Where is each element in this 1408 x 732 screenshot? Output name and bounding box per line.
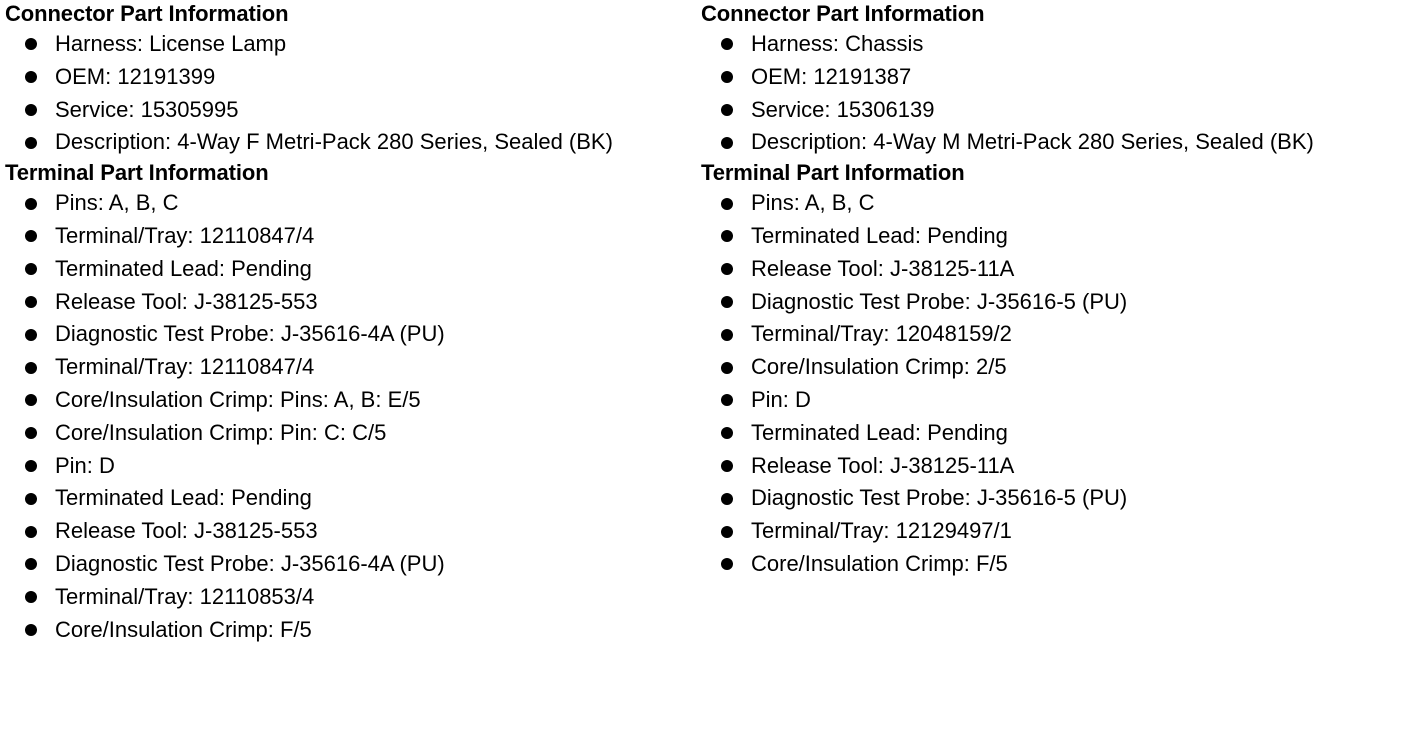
bullet-icon	[721, 263, 733, 275]
list-item	[5, 220, 701, 253]
bullet-icon	[721, 71, 733, 83]
list-item	[701, 351, 1397, 384]
list-item	[701, 318, 1397, 351]
bullet-icon	[721, 198, 733, 210]
list-item	[701, 126, 1397, 159]
bullet-icon	[721, 526, 733, 538]
bullet-icon	[25, 362, 37, 374]
connector-part-heading: Connector Part Information	[5, 1, 289, 26]
list-item	[701, 286, 1397, 319]
list-item	[701, 515, 1397, 548]
bullet-icon	[721, 493, 733, 505]
list-item	[5, 581, 701, 614]
list-item-text: Terminated Lead: Pending	[55, 485, 312, 511]
list-item	[701, 384, 1397, 417]
list-item	[5, 187, 701, 220]
bullet-icon	[25, 624, 37, 636]
connector-part-heading: Connector Part Information	[701, 1, 985, 26]
list-item	[5, 614, 701, 647]
list-item-text: Release Tool: J-38125-553	[55, 518, 318, 544]
list-item	[701, 548, 1397, 581]
list-item-text: Core/Insulation Crimp: F/5	[55, 616, 312, 642]
bullet-icon	[721, 460, 733, 472]
terminal-part-heading: Terminal Part Information	[701, 160, 965, 186]
list-item-text: Diagnostic Test Probe: J-35616-4A (PU)	[55, 550, 445, 576]
list-item	[701, 94, 1397, 127]
list-item-text: Pins: A, B, C	[55, 190, 179, 216]
list-item	[5, 318, 701, 351]
bullet-icon	[721, 329, 733, 341]
bullet-icon	[25, 526, 37, 538]
bullet-icon	[721, 362, 733, 374]
bullet-icon	[721, 296, 733, 308]
bullet-icon	[25, 263, 37, 275]
list-item-text: Release Tool: J-38125-553	[55, 288, 318, 314]
list-item	[701, 61, 1397, 94]
list-item-text: Service: 15305995	[55, 96, 239, 122]
list-item	[5, 351, 701, 384]
list-item	[701, 253, 1397, 286]
list-item	[5, 482, 701, 515]
list-item-text: Terminated Lead: Pending	[751, 419, 1008, 445]
list-item-text: Service: 15306139	[751, 96, 935, 122]
terminal-part-heading: Terminal Part Information	[5, 160, 269, 186]
list-item	[5, 417, 701, 450]
list-item	[5, 126, 701, 159]
bullet-icon	[25, 460, 37, 472]
list-item-text: Terminal/Tray: 12129497/1	[751, 518, 1012, 544]
connector-part-list	[701, 28, 1397, 159]
list-item-text: Release Tool: J-38125-11A	[751, 255, 1015, 281]
list-item	[701, 28, 1397, 61]
list-item-text: Terminal/Tray: 12110847/4	[55, 222, 315, 248]
list-item-text: Core/Insulation Crimp: 2/5	[751, 354, 1007, 380]
bullet-icon	[721, 427, 733, 439]
list-item-text: Core/Insulation Crimp: F/5	[751, 550, 1008, 576]
list-item-text: Harness: License Lamp	[55, 31, 287, 56]
bullet-icon	[25, 230, 37, 242]
list-item	[701, 482, 1397, 515]
bullet-icon	[25, 296, 37, 308]
bullet-icon	[25, 427, 37, 439]
list-item-text: Pin: D	[55, 452, 115, 478]
list-item	[5, 94, 701, 127]
list-item-text: OEM: 12191387	[751, 63, 912, 89]
bullet-icon	[25, 137, 37, 149]
terminal-part-list-pin-d	[701, 384, 1397, 581]
bullet-icon	[721, 558, 733, 570]
list-item-text: Terminal/Tray: 12110847/4	[55, 354, 315, 380]
list-item-text: Core/Insulation Crimp: Pins: A, B: E/5	[55, 386, 421, 412]
list-item-text: Diagnostic Test Probe: J-35616-4A (PU)	[55, 321, 445, 347]
list-item	[701, 450, 1397, 483]
bullet-icon	[721, 104, 733, 116]
terminal-part-list	[701, 187, 1397, 384]
list-item-text: Release Tool: J-38125-11A	[751, 452, 1015, 478]
list-item	[5, 286, 701, 319]
list-item-text: Description: 4-Way M Metri-Pack 280 Series, Sealed (BK)	[751, 129, 1314, 155]
list-item	[701, 417, 1397, 450]
terminal-part-list	[5, 187, 701, 449]
bullet-icon	[721, 38, 733, 50]
list-item	[701, 220, 1397, 253]
list-item-text: Pin: D	[751, 386, 811, 412]
bullet-icon	[25, 38, 37, 50]
list-item-text: Diagnostic Test Probe: J-35616-5 (PU)	[751, 288, 1128, 314]
list-item-text: Terminal/Tray: 12048159/2	[751, 321, 1012, 347]
list-item-text: Terminated Lead: Pending	[751, 222, 1008, 248]
terminal-part-list-pin-d	[5, 450, 701, 647]
list-item	[5, 28, 701, 61]
bullet-icon	[721, 394, 733, 406]
bullet-icon	[25, 198, 37, 210]
bullet-icon	[25, 394, 37, 406]
list-item-text: Core/Insulation Crimp: Pin: C: C/5	[55, 419, 387, 445]
list-item	[5, 253, 701, 286]
list-item-text: Terminal/Tray: 12110853/4	[55, 583, 315, 609]
bullet-icon	[25, 591, 37, 603]
list-item	[5, 548, 701, 581]
list-item	[5, 515, 701, 548]
bullet-icon	[25, 558, 37, 570]
list-item-text: Harness: Chassis	[751, 31, 924, 56]
right-column	[701, 0, 1397, 581]
list-item	[5, 450, 701, 483]
bullet-icon	[721, 230, 733, 242]
list-item	[5, 384, 701, 417]
bullet-icon	[25, 493, 37, 505]
bullet-icon	[25, 104, 37, 116]
list-item-text: Terminated Lead: Pending	[55, 255, 312, 281]
connector-part-list	[5, 28, 701, 159]
bullet-icon	[25, 71, 37, 83]
bullet-icon	[721, 137, 733, 149]
list-item	[5, 61, 701, 94]
list-item-text: Diagnostic Test Probe: J-35616-5 (PU)	[751, 485, 1128, 511]
list-item-text: Pins: A, B, C	[751, 190, 875, 216]
bullet-icon	[25, 329, 37, 341]
list-item-text: OEM: 12191399	[55, 63, 216, 89]
list-item	[701, 187, 1397, 220]
list-item-text: Description: 4-Way F Metri-Pack 280 Series, Sealed (BK)	[55, 129, 613, 155]
left-column	[5, 0, 701, 646]
